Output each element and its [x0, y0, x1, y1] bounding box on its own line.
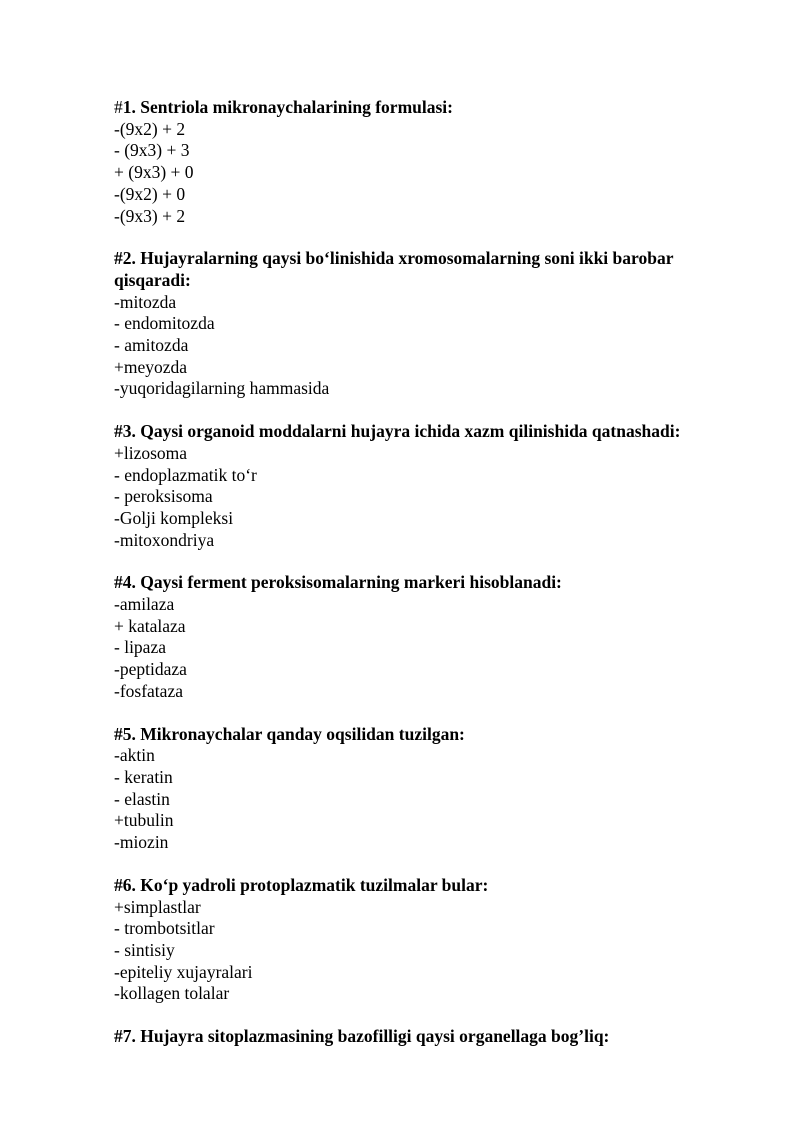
question-title: [114, 248, 734, 291]
answer-option: + katalaza: [114, 615, 186, 636]
answer-option: -kollagen tolalar: [114, 983, 230, 1004]
answer-option: + (9x3) + 0: [114, 162, 194, 183]
answer-option: - lipaza: [114, 637, 166, 658]
question-hash: #: [114, 723, 123, 744]
question-text: 1. Sentriola mikronaychalarining formulasi:: [122, 97, 453, 117]
question-7: [114, 1026, 734, 1048]
question-text: 3. Qaysi organoid moddalarni hujayra ichida xazm qilinishida qatnashadi:: [122, 421, 681, 442]
answer-option: -amilaza: [114, 594, 175, 615]
question-1: [114, 97, 734, 227]
answer-option: -yuqoridagilarning hammasida: [114, 378, 330, 399]
answer-option: -aktin: [114, 745, 155, 766]
question-title: [114, 724, 734, 746]
question-hash: #: [114, 874, 123, 895]
document-page: [114, 97, 734, 1069]
question-title: [114, 572, 734, 594]
answer-option: -(9x3) + 2: [114, 205, 186, 226]
question-4: [114, 572, 734, 702]
answer-option: - amitozda: [114, 335, 189, 356]
question-text: 2. Hujayralarning qaysi bo‘linishida xromosomalarning soni ikki barobar qisqaradi:: [114, 248, 674, 290]
question-text: 5. Mikronaychalar qanday oqsilidan tuzilgan:: [122, 723, 465, 744]
answer-option: -mitozda: [114, 291, 177, 312]
question-2: [114, 248, 734, 400]
answer-option: -(9x2) + 2: [114, 118, 186, 139]
answer-option: -miozin: [114, 832, 169, 853]
answer-option: -fosfataza: [114, 680, 183, 701]
answer-option: - endoplazmatik to‘r: [114, 464, 257, 485]
question-text: 6. Ko‘p yadroli protoplazmatik tuzilmalar bular:: [122, 874, 489, 895]
question-text: 7. Hujayra sitoplazmasining bazofilligi qaysi organellaga bog’liq:: [122, 1026, 610, 1047]
answer-option: -(9x2) + 0: [114, 183, 186, 204]
question-3: [114, 421, 734, 551]
question-title: [114, 875, 734, 897]
answer-option: - keratin: [114, 766, 173, 787]
question-title: [114, 97, 734, 119]
answer-option: -mitoxondriya: [114, 529, 215, 550]
answer-option: - trombotsitlar: [114, 918, 215, 939]
question-5: [114, 724, 734, 854]
question-hash: #: [114, 421, 123, 442]
answer-option: - peroksisoma: [114, 486, 213, 507]
answer-option: - endomitozda: [114, 313, 215, 334]
answer-option: -peptidaza: [114, 659, 187, 680]
answer-option: +simplastlar: [114, 896, 201, 917]
question-title: [114, 1026, 734, 1048]
answer-option: - sintisiy: [114, 939, 175, 960]
answer-option: - elastin: [114, 788, 170, 809]
question-hash: #: [114, 572, 123, 593]
answer-option: +tubulin: [114, 810, 174, 831]
question-hash: #: [114, 248, 123, 269]
answer-option: +lizosoma: [114, 442, 188, 463]
answer-option: -epiteliy xujayralari: [114, 961, 253, 982]
question-6: [114, 875, 734, 1005]
question-text: 4. Qaysi ferment peroksisomalarning markeri hisoblanadi:: [122, 572, 562, 593]
answer-option: +meyozda: [114, 356, 188, 377]
answer-option: - (9x3) + 3: [114, 140, 190, 161]
question-title: [114, 421, 734, 443]
question-hash: #: [114, 97, 123, 117]
answer-option: -Golji kompleksi: [114, 507, 234, 528]
question-hash: #: [114, 1026, 123, 1047]
